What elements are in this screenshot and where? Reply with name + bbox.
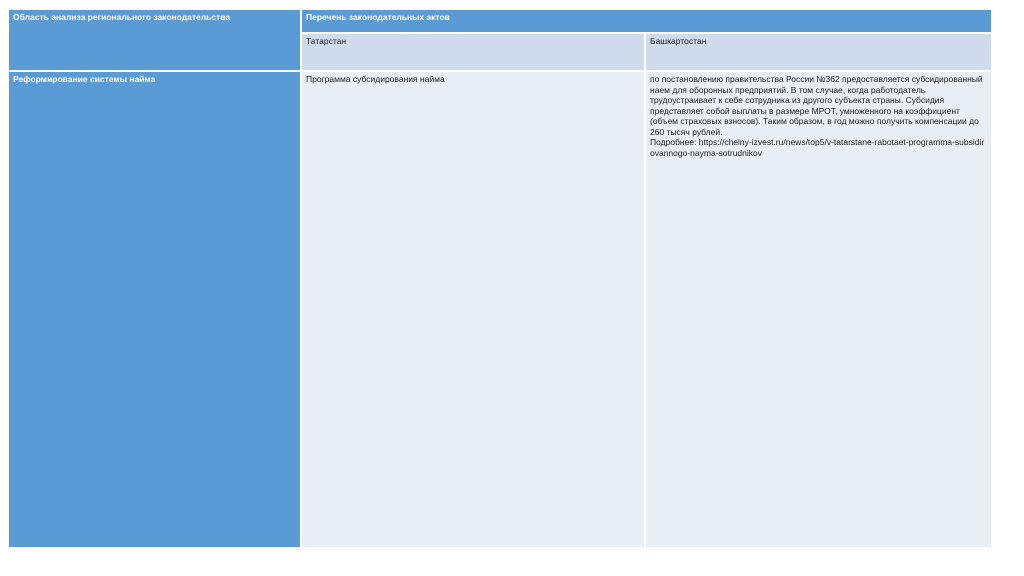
header-area-label: Область анализа регионального законодательства [13,12,231,22]
tatarstan-act-cell [302,72,644,547]
region-tatarstan-cell [302,34,644,70]
region-bashkortostan-cell [646,34,991,70]
bashkortostan-description-cell [646,72,991,547]
bashkortostan-more-link[interactable]: Подробнее: https://chelny-izvest.ru/news/top5/v-tatarstane-rabotaet-programma-subsidirovannogo-nayma-sotrudnikov [650,137,985,158]
topic-cell [9,72,300,547]
tatarstan-act-text: Программа субсидирования найма [306,74,445,84]
header-acts-cell [302,10,991,32]
bashkortostan-description-text: по постановлению правительства России №362 предоставляется субсидированный наем для оборонных предприятий. В том случае, когда работодатель трудоустраивает к себе сотрудника из другого субъекта страны. Субсидия представляет собой выплаты в размере МРОТ, умноженного на коэффициент (объем страховых взносов). Таким образом, в год можно получить компенсации до 260 тысяч рублей. [650,74,983,137]
header-acts-label: Перечень законодательных актов [306,12,450,22]
region-tatarstan-label: Татарстан [306,36,347,46]
region-bashkortostan-label: Башкартостан [650,36,707,46]
topic-label: Реформирование системы найма [13,74,156,84]
header-area-cell [9,10,300,70]
